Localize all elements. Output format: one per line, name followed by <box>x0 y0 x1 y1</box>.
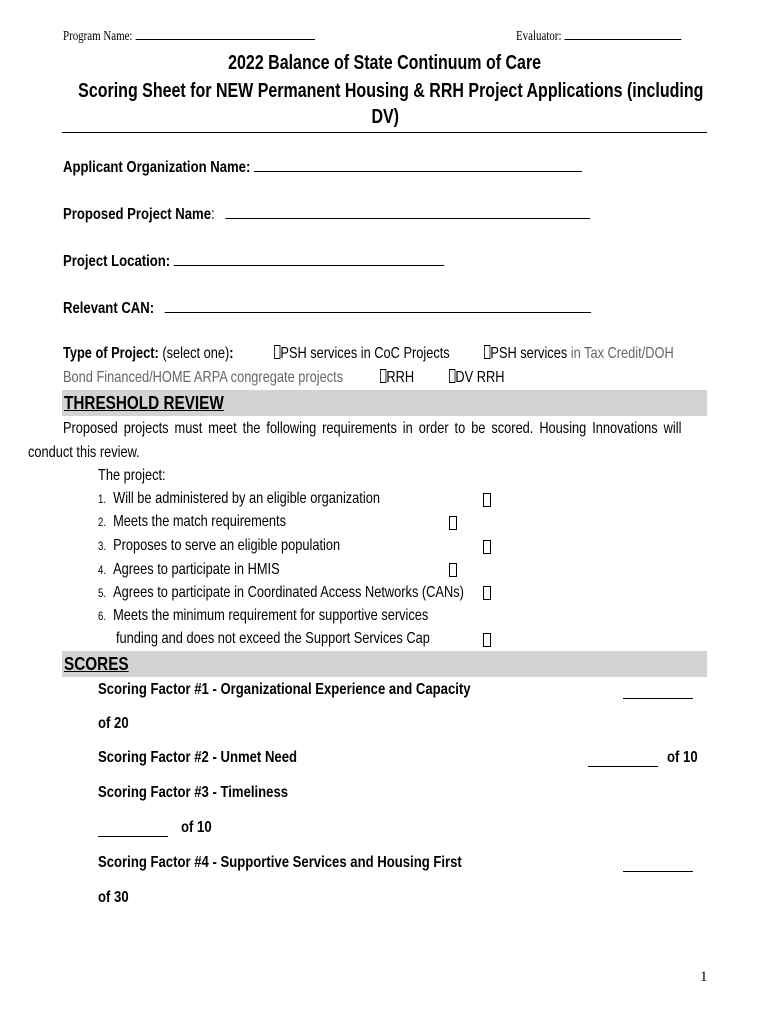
threshold-item-3: 3. Proposes to serve an eligible population <box>98 537 341 554</box>
project-name-field[interactable] <box>63 204 591 224</box>
threshold-item-2: 2. Meets the match requirements <box>98 513 286 530</box>
evaluator-field[interactable] <box>516 27 728 45</box>
option-dv-rrh-label: DV RRH <box>455 369 505 386</box>
option-psh-coc-label: PSH services in CoC Projects <box>280 345 450 362</box>
factor-3-of: of 10 <box>181 819 212 836</box>
option-psh-tax-credit-label-c: Bond Financed/HOME ARPA congregate projects <box>63 369 344 386</box>
title-line-3: DV) <box>371 106 399 128</box>
project-location-field[interactable] <box>63 251 444 271</box>
option-rrh-label: RRH <box>386 369 415 386</box>
program-name-line[interactable] <box>135 27 314 40</box>
title-line-1: 2022 Balance of State Continuum of Care <box>228 52 542 74</box>
checkbox-item-4[interactable] <box>449 563 457 581</box>
option-psh-tax-credit-label-b: in Tax Credit/DOH <box>567 345 674 362</box>
org-name-label: Applicant Organization Name: <box>63 159 251 176</box>
checkbox-item-5[interactable] <box>483 586 491 604</box>
score-line-2[interactable] <box>588 750 658 772</box>
project-location-line[interactable] <box>174 251 445 266</box>
type-of-project-label: Type of Project: <box>63 345 159 362</box>
threshold-item-6: 6. Meets the minimum requirement for supportive services <box>98 607 429 624</box>
program-name-field[interactable] <box>63 27 386 45</box>
score-line-3[interactable] <box>98 820 168 842</box>
threshold-item-4: 4. Agrees to participate in HMIS <box>98 561 280 578</box>
org-name-field[interactable] <box>63 157 582 177</box>
threshold-intro-line-1: Proposed projects must meet the following requirements in order to be scored. Housing Innovations will <box>63 420 682 437</box>
checkbox-item-3[interactable] <box>483 540 491 558</box>
evaluator-line[interactable] <box>564 27 681 40</box>
the-project-label: The project: <box>98 467 166 484</box>
option-psh-tax-credit[interactable] <box>484 345 674 363</box>
project-location-label: Project Location: <box>63 253 171 270</box>
threshold-item-6-line-2: funding and does not exceed the Support Services Cap <box>116 630 430 647</box>
threshold-item-1: 1. Will be administered by an eligible organization <box>98 490 380 507</box>
threshold-intro-line-2: conduct this review. <box>28 444 140 461</box>
factor-1-of: of 20 <box>98 715 129 732</box>
option-psh-tax-credit-label-a: PSH services <box>490 345 568 362</box>
checkbox-item-1[interactable] <box>483 493 491 511</box>
project-name-line[interactable] <box>226 204 591 219</box>
threshold-item-5: 5. Agrees to participate in Coordinated Access Networks (CANs) <box>98 584 464 601</box>
project-name-label: Proposed Project Name <box>63 206 212 223</box>
factor-4-of: of 30 <box>98 889 129 906</box>
scoring-factor-4: Scoring Factor #4 - Supportive Services and Housing First <box>98 854 462 871</box>
option-psh-coc[interactable] <box>274 345 450 363</box>
relevant-can-line[interactable] <box>165 298 591 313</box>
project-name-colon: : <box>211 206 215 223</box>
option-dv-rrh[interactable] <box>449 369 504 387</box>
program-name-label: Program Name: <box>63 29 133 44</box>
title-divider <box>62 132 707 133</box>
org-name-line[interactable] <box>254 157 582 172</box>
score-line-4[interactable] <box>623 855 693 877</box>
page-number: 1 <box>700 969 708 985</box>
score-line-1[interactable] <box>623 682 693 704</box>
scoring-factor-2: Scoring Factor #2 - Unmet Need <box>98 749 298 766</box>
scoring-factor-1: Scoring Factor #1 - Organizational Experience and Capacity <box>98 681 471 698</box>
checkbox-item-6[interactable] <box>483 633 491 651</box>
type-colon: : <box>229 345 234 362</box>
relevant-can-label: Relevant CAN: <box>63 300 155 317</box>
option-rrh[interactable] <box>380 369 414 387</box>
scores-title: SCORES <box>64 654 129 674</box>
scores-section-bar <box>62 651 707 677</box>
type-of-project-row <box>63 345 233 363</box>
threshold-title: THRESHOLD REVIEW <box>64 393 224 413</box>
relevant-can-field[interactable] <box>63 298 591 318</box>
title-line-2: Scoring Sheet for NEW Permanent Housing & RRH Project Applications (including <box>78 80 704 102</box>
evaluator-label: Evaluator: <box>516 29 562 44</box>
factor-2-of: of 10 <box>667 749 698 766</box>
scoring-factor-3: Scoring Factor #3 - Timeliness <box>98 784 289 801</box>
checkbox-item-2[interactable] <box>449 516 457 534</box>
select-one-hint: (select one) <box>162 345 230 362</box>
